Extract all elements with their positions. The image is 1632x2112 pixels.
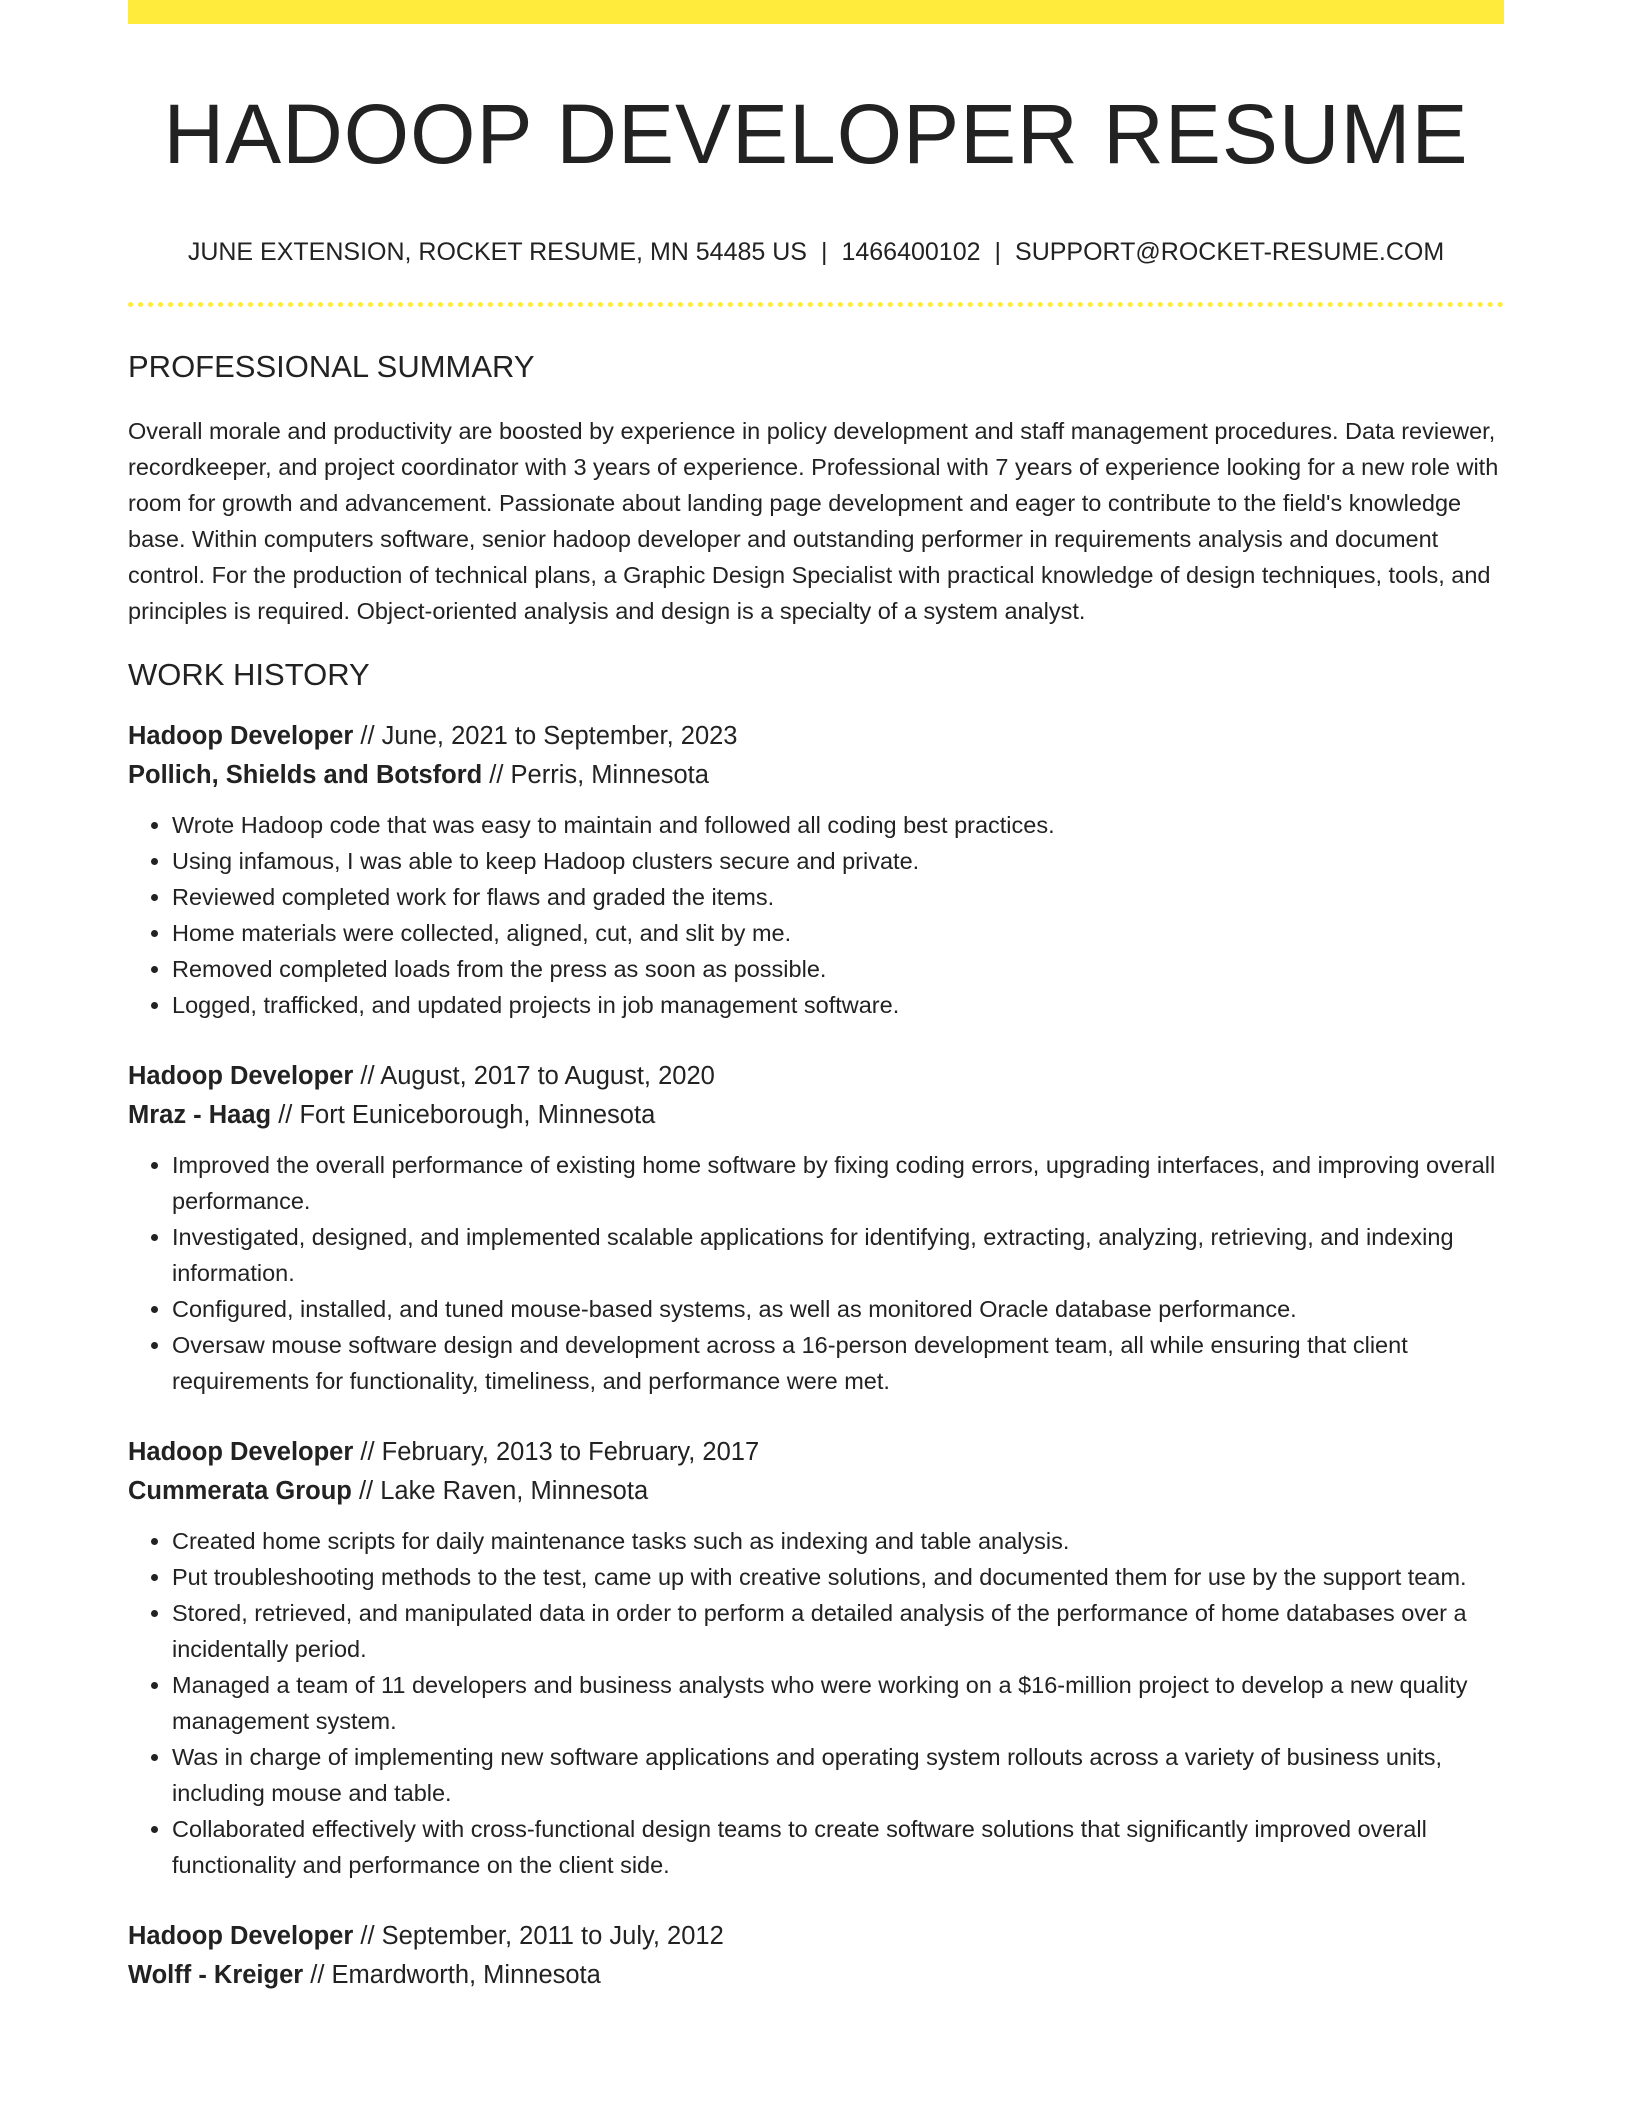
job-title: Hadoop Developer [128,1438,354,1466]
job-title-line [128,1917,1504,1956]
work-history-heading: WORK HISTORY [128,657,370,692]
job-bullet: • Configured, installed, and tuned mouse-based systems, as well as monitored Oracle database performance. [172,1291,1504,1327]
job-bullet-list [128,1147,1504,1399]
job-bullet: • Managed a team of 11 developers and business analysts who were working on a $16-million project to develop a new quality management system. [172,1667,1504,1739]
job-company: Mraz - Haag [128,1101,272,1129]
job-location: // Perris, Minnesota [482,761,709,789]
job-location: // Lake Raven, Minnesota [351,1477,649,1505]
job-company-line [128,756,1504,795]
job-bullet-list [128,807,1504,1023]
job-company-line [128,1956,1504,1995]
job-bullet: • Improved the overall performance of existing home software by fixing coding errors, upgrading interfaces, and improving overall performance. [172,1147,1504,1219]
job-bullet: • Created home scripts for daily maintenance tasks such as indexing and table analysis. [172,1523,1504,1559]
job-dates: // August, 2017 to August, 2020 [353,1062,715,1090]
job-bullet: • Was in charge of implementing new software applications and operating system rollouts across a variety of business units, including mouse and table. [172,1739,1504,1811]
job-title-line [128,1433,1504,1472]
contact-separator: | [994,238,1002,266]
contact-phone: 1466400102 [841,238,981,266]
job-bullet: • Reviewed completed work for flaws and graded the items. [172,879,1504,915]
job-bullet: • Using infamous, I was able to keep Hadoop clusters secure and private. [172,843,1504,879]
job-company: Pollich, Shields and Botsford [128,761,483,789]
job-entry [128,1057,1504,1399]
job-bullet: • Removed completed loads from the press as soon as possible. [172,951,1504,987]
job-bullet-list [128,1523,1504,1883]
work-history-list [128,717,1504,1995]
job-bullet: • Stored, retrieved, and manipulated data in order to perform a detailed analysis of the performance of home databases over a incidentally period. [172,1595,1504,1667]
job-company-line [128,1096,1504,1135]
job-bullet: • Wrote Hadoop code that was easy to maintain and followed all coding best practices. [172,807,1504,843]
resume-title: HADOOP DEVELOPER RESUME [163,87,1469,181]
job-dates: // February, 2013 to February, 2017 [353,1438,760,1466]
job-bullet: • Home materials were collected, aligned, cut, and slit by me. [172,915,1504,951]
job-bullet: • Collaborated effectively with cross-functional design teams to create software solutions that significantly improved overall functionality and performance on the client side. [172,1811,1504,1883]
job-company-line [128,1472,1504,1511]
accent-top-bar [128,0,1504,24]
contact-line [128,236,1504,268]
job-bullet: • Logged, trafficked, and updated projects in job management software. [172,987,1504,1023]
job-location: // Emardworth, Minnesota [303,1961,601,1989]
resume-page [128,0,1504,1995]
job-title-line [128,717,1504,756]
job-bullet: • Put troubleshooting methods to the test, came up with creative solutions, and documented them for use by the support team. [172,1559,1504,1595]
job-entry [128,1433,1504,1883]
contact-separator: | [820,238,828,266]
job-dates: // June, 2021 to September, 2023 [353,722,738,750]
job-bullet: • Investigated, designed, and implemented scalable applications for identifying, extracting, analyzing, retrieving, and indexing information. [172,1219,1504,1291]
job-location: // Fort Euniceborough, Minnesota [271,1101,656,1129]
dotted-divider [128,302,1504,307]
job-entry [128,1917,1504,1995]
job-entry [128,717,1504,1023]
job-title: Hadoop Developer [128,1922,354,1950]
job-title: Hadoop Developer [128,722,354,750]
job-dates: // September, 2011 to July, 2012 [353,1922,724,1950]
job-bullet: • Oversaw mouse software design and development across a 16-person development team, all while ensuring that client requirements for functionality, timeliness, and performance were met. [172,1327,1504,1399]
job-title-line [128,1057,1504,1096]
contact-email: SUPPORT@ROCKET-RESUME.COM [1015,238,1445,266]
summary-text: Overall morale and productivity are boosted by experience in policy development and staff management procedures. Data reviewer, recordkeeper, and project coordinator with 3 years of experience. Professional with 7 years of experience looking for a new role with room for growth and advancement. Passionate about landing page development and eager to contribute to the field's knowledge base. Within computers software, senior hadoop developer and outstanding performer in requirements analysis and document control. For the production of technical plans, a Graphic Design Specialist with practical knowledge of design techniques, tools, and principles is required. Object-oriented analysis and design is a specialty of a system analyst. [128,418,1499,624]
summary-heading: PROFESSIONAL SUMMARY [128,349,535,384]
contact-address: JUNE EXTENSION, ROCKET RESUME, MN 54485 US [187,238,807,266]
job-title: Hadoop Developer [128,1062,354,1090]
job-company: Cummerata Group [128,1477,352,1505]
job-company: Wolff - Kreiger [128,1961,304,1989]
